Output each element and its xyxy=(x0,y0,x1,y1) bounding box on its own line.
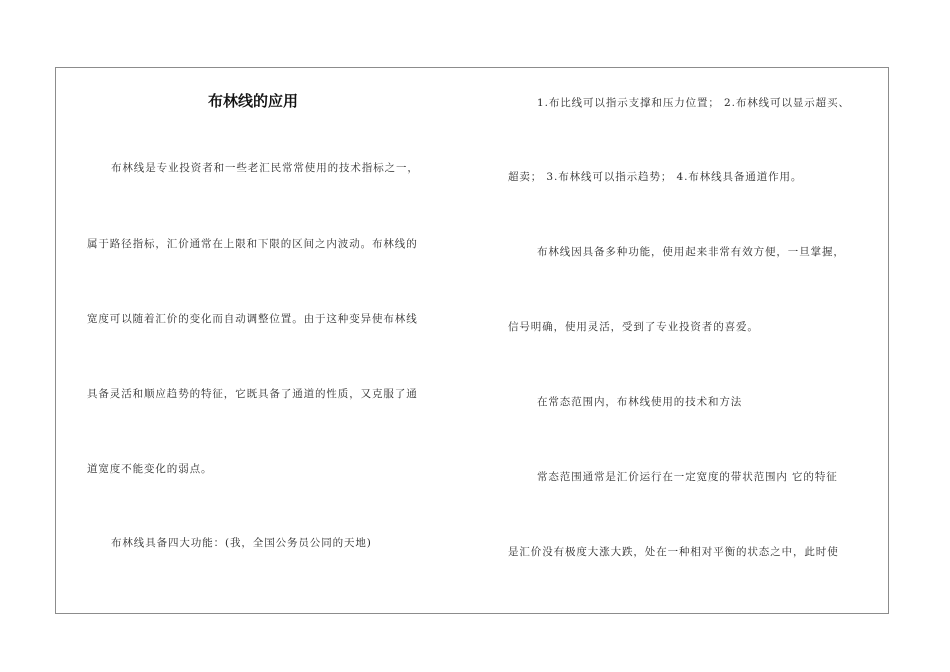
paragraph-line: 在常态范围内，布林线使用的技术和方法 xyxy=(537,396,743,408)
paragraph-line: 具备灵活和顺应趋势的特征，它既具备了通道的性质，又克服了通 xyxy=(87,388,418,400)
paragraph-line: 信号明确，使用灵活，受到了专业投资者的喜爱。 xyxy=(508,321,759,333)
paragraph-line: 属于路径指标，汇价通常在上限和下限的区间之内波动。布林线的 xyxy=(87,238,418,250)
paragraph-line: 超卖； 3.布林线可以指示趋势； 4.布林线具备通道作用。 xyxy=(508,171,803,183)
paragraph-line: 1.布比线可以指示支撑和压力位置； 2.布林线可以显示超买、 xyxy=(537,97,850,109)
document-title: 布林线的应用 xyxy=(208,92,299,110)
paragraph-line: 宽度可以随着汇价的变化而自动调整位置。由于这种变异使布林线 xyxy=(87,313,418,325)
paragraph-line: 布林线具备四大功能：(我，全国公务员公同的天地) xyxy=(111,537,372,549)
paragraph-line: 布林线因具备多种功能，使用起来非常有效方便，一旦掌握， xyxy=(537,246,845,258)
paragraph-line: 道宽度不能变化的弱点。 xyxy=(87,463,213,475)
paragraph-line: 布林线是专业投资者和一些老汇民常常使用的技术指标之一， xyxy=(111,162,419,174)
paragraph-line: 是汇价没有极度大涨大跌，处在一种相对平衡的状态之中，此时使 xyxy=(508,546,839,558)
paragraph-line: 常态范围通常是汇价运行在一定宽度的带状范围内 它的特征 xyxy=(537,471,838,483)
document-page xyxy=(55,67,889,614)
left-column xyxy=(56,68,486,613)
right-column xyxy=(486,68,890,613)
